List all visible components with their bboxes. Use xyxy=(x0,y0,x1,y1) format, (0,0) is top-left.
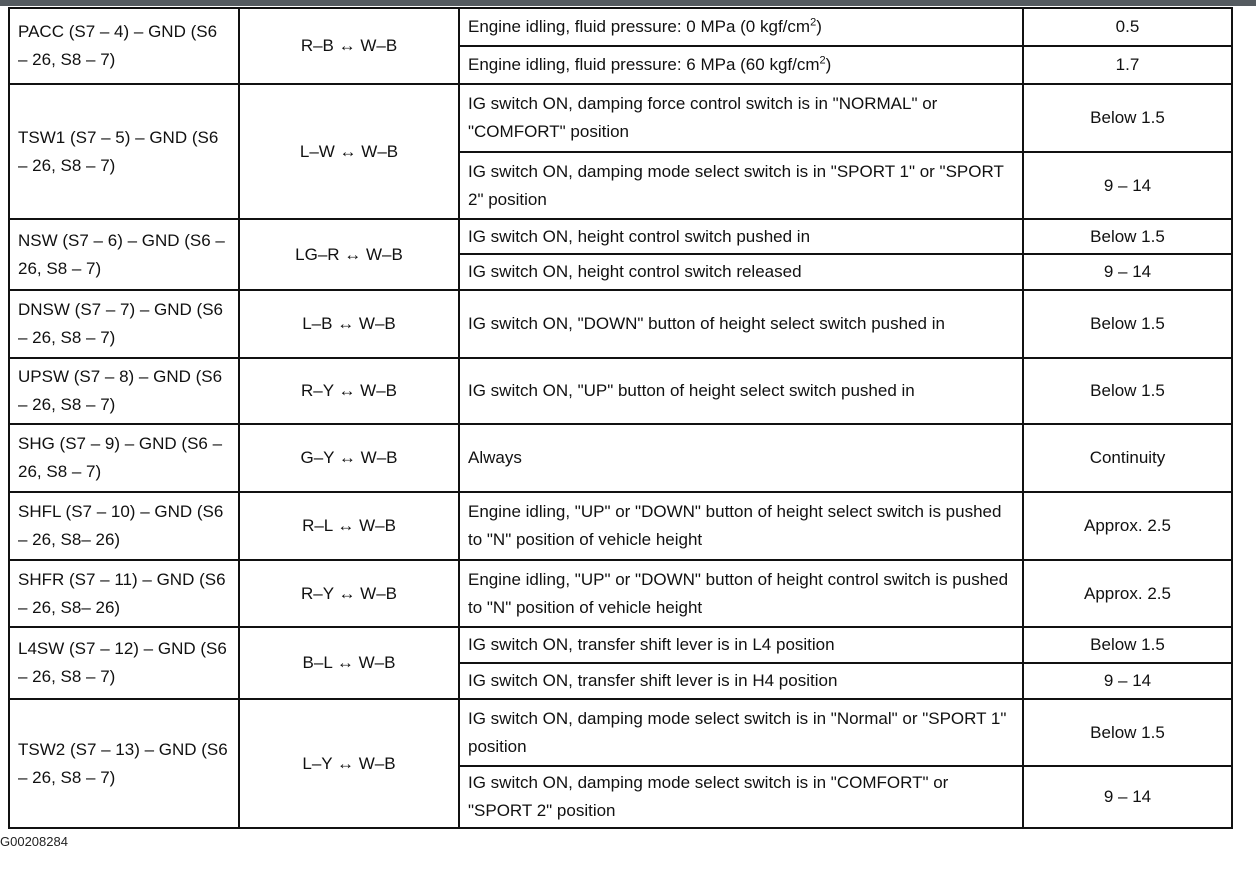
condition-text: Engine idling, fluid pressure: 0 MPa (0 kgf/cm xyxy=(468,17,811,36)
condition-text: IG switch ON, "UP" button of height select switch pushed in xyxy=(468,381,915,400)
superscript: 2 xyxy=(819,54,826,67)
condition-cell xyxy=(459,152,1023,219)
specified-condition-cell: Approx. 2.5 xyxy=(1023,560,1232,627)
table-row xyxy=(9,627,1232,663)
specified-condition-cell: Approx. 2.5 xyxy=(1023,492,1232,560)
condition-cell xyxy=(459,560,1023,627)
wiring-color-cell: L–W ↔ W–B xyxy=(239,84,459,219)
wiring-color-cell: L–B ↔ W–B xyxy=(239,290,459,358)
condition-cell xyxy=(459,766,1023,828)
specified-condition-cell: Below 1.5 xyxy=(1023,84,1232,152)
wiring-color-cell: R–Y ↔ W–B xyxy=(239,358,459,424)
condition-suffix: ) xyxy=(825,55,832,74)
terminal-cell: SHFR (S7 – 11) – GND (S6 – 26, S8– 26) xyxy=(9,560,239,627)
condition-text: IG switch ON, transfer shift lever is in L4 position xyxy=(468,635,835,654)
wiring-color-cell: B–L ↔ W–B xyxy=(239,627,459,699)
terminal-cell: UPSW (S7 – 8) – GND (S6 – 26, S8 – 7) xyxy=(9,358,239,424)
terminal-cell: TSW1 (S7 – 5) – GND (S6 – 26, S8 – 7) xyxy=(9,84,239,219)
terminal-cell: DNSW (S7 – 7) – GND (S6 – 26, S8 – 7) xyxy=(9,290,239,358)
condition-text: IG switch ON, damping mode select switch is in "COMFORT" or "SPORT 2" position xyxy=(468,773,949,820)
condition-cell xyxy=(459,290,1023,358)
wiring-color-cell: L–Y ↔ W–B xyxy=(239,699,459,828)
specified-condition-cell: Below 1.5 xyxy=(1023,290,1232,358)
condition-text: Always xyxy=(468,448,522,467)
condition-text: IG switch ON, transfer shift lever is in H4 position xyxy=(468,671,838,690)
condition-cell xyxy=(459,663,1023,699)
condition-cell xyxy=(459,219,1023,254)
specified-condition-cell: 0.5 xyxy=(1023,8,1232,46)
specified-condition-cell: 9 – 14 xyxy=(1023,152,1232,219)
condition-text: Engine idling, fluid pressure: 6 MPa (60 kgf/cm xyxy=(468,55,820,74)
wiring-color-cell: R–Y ↔ W–B xyxy=(239,560,459,627)
terminal-inspection-table xyxy=(8,7,1233,829)
terminal-cell: L4SW (S7 – 12) – GND (S6 – 26, S8 – 7) xyxy=(9,627,239,699)
terminal-cell: TSW2 (S7 – 13) – GND (S6 – 26, S8 – 7) xyxy=(9,699,239,828)
figure-id: G00208284 xyxy=(0,834,68,849)
specified-condition-cell: Below 1.5 xyxy=(1023,358,1232,424)
table-row xyxy=(9,492,1232,560)
table-row xyxy=(9,8,1232,46)
specified-condition-cell: Continuity xyxy=(1023,424,1232,492)
condition-cell xyxy=(459,424,1023,492)
specified-condition-cell: Below 1.5 xyxy=(1023,219,1232,254)
condition-suffix: ) xyxy=(816,17,822,36)
wiring-color-cell: R–L ↔ W–B xyxy=(239,492,459,560)
wiring-color-cell: LG–R ↔ W–B xyxy=(239,219,459,290)
table-row xyxy=(9,560,1232,627)
terminal-cell: PACC (S7 – 4) – GND (S6 – 26, S8 – 7) xyxy=(9,8,239,84)
wiring-color-cell: G–Y ↔ W–B xyxy=(239,424,459,492)
table-row xyxy=(9,424,1232,492)
table-row xyxy=(9,699,1232,766)
specified-condition-cell: Below 1.5 xyxy=(1023,699,1232,766)
specified-condition-cell: 9 – 14 xyxy=(1023,663,1232,699)
condition-text: IG switch ON, damping mode select switch is in "Normal" or "SPORT 1" position xyxy=(468,708,1007,756)
condition-cell xyxy=(459,8,1023,46)
specified-condition-cell: 9 – 14 xyxy=(1023,766,1232,828)
top-edge-bar xyxy=(0,0,1256,6)
table-row xyxy=(9,84,1232,152)
specified-condition-cell: 1.7 xyxy=(1023,46,1232,84)
table-row xyxy=(9,358,1232,424)
terminal-cell: NSW (S7 – 6) – GND (S6 – 26, S8 – 7) xyxy=(9,219,239,290)
table-row xyxy=(9,290,1232,358)
condition-text: IG switch ON, damping mode select switch is in "SPORT 1" or "SPORT 2" position xyxy=(468,161,1004,209)
wiring-color-cell: R–B ↔ W–B xyxy=(239,8,459,84)
condition-text: IG switch ON, damping force control switch is in "NORMAL" or "COMFORT" position xyxy=(468,94,938,141)
specified-condition-cell: Below 1.5 xyxy=(1023,627,1232,663)
terminal-cell: SHG (S7 – 9) – GND (S6 – 26, S8 – 7) xyxy=(9,424,239,492)
condition-text: IG switch ON, height control switch pushed in xyxy=(468,226,811,246)
condition-cell xyxy=(459,358,1023,424)
specified-condition-cell: 9 – 14 xyxy=(1023,254,1232,290)
table-row xyxy=(9,219,1232,254)
condition-text: Engine idling, "UP" or "DOWN" button of height control switch is pushed to "N" position of vehicle height xyxy=(468,569,1009,617)
condition-cell xyxy=(459,699,1023,766)
condition-cell xyxy=(459,254,1023,290)
condition-text: Engine idling, "UP" or "DOWN" button of height select switch is pushed to "N" position of vehicle height xyxy=(468,502,1002,549)
terminal-cell: SHFL (S7 – 10) – GND (S6 – 26, S8– 26) xyxy=(9,492,239,560)
condition-cell xyxy=(459,84,1023,152)
condition-cell xyxy=(459,46,1023,84)
superscript: 2 xyxy=(810,16,817,29)
condition-cell xyxy=(459,492,1023,560)
condition-cell xyxy=(459,627,1023,663)
condition-text: IG switch ON, height control switch released xyxy=(468,262,802,281)
condition-text: IG switch ON, "DOWN" button of height select switch pushed in xyxy=(468,314,945,333)
